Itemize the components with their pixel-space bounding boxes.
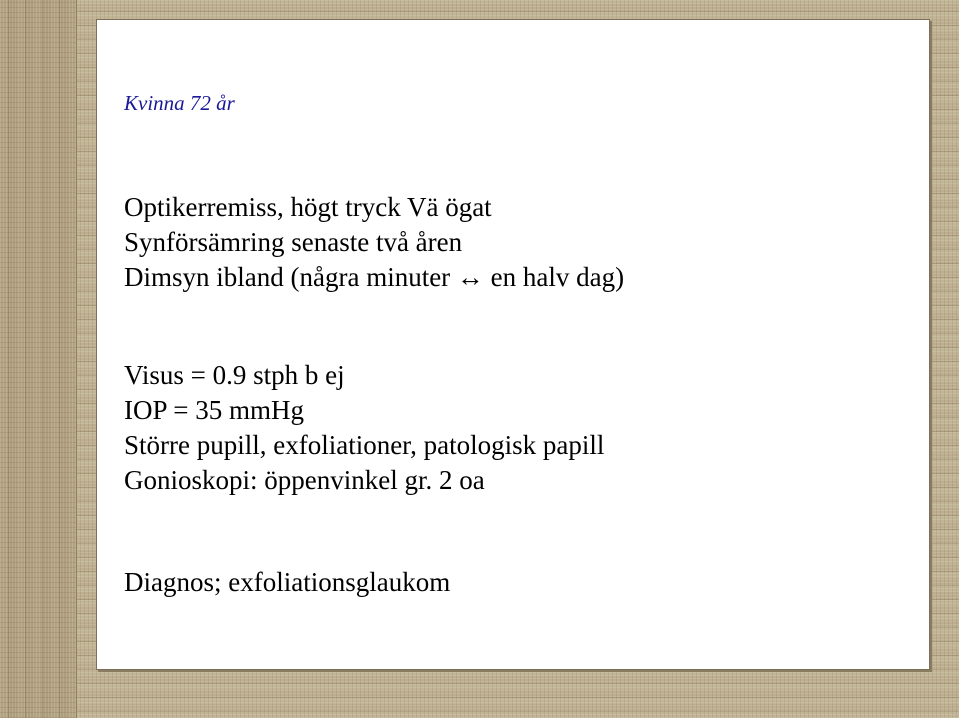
decorative-left-stripe (0, 0, 77, 718)
slide-heading: Kvinna 72 år (124, 91, 235, 115)
history-line-referral: Optikerremiss, högt tryck Vä ögat (124, 192, 492, 222)
finding-line-visus: Visus = 0.9 stph b ej (124, 360, 345, 390)
finding-line-gonioscopy: Gonioskopi: öppenvinkel gr. 2 oa (124, 465, 485, 495)
history-line-blurred-vision: Dimsyn ibland (några minuter ↔ en halv dag) (124, 262, 625, 292)
finding-line-iop: IOP = 35 mmHg (124, 395, 304, 425)
slide-content-panel (96, 19, 930, 670)
diagnosis-line: Diagnos; exfoliationsglaukom (124, 567, 451, 597)
history-line-vision-decline: Synförsämring senaste två åren (124, 227, 463, 257)
finding-line-pupil: Större pupill, exfoliationer, patologisk papill (124, 430, 605, 460)
